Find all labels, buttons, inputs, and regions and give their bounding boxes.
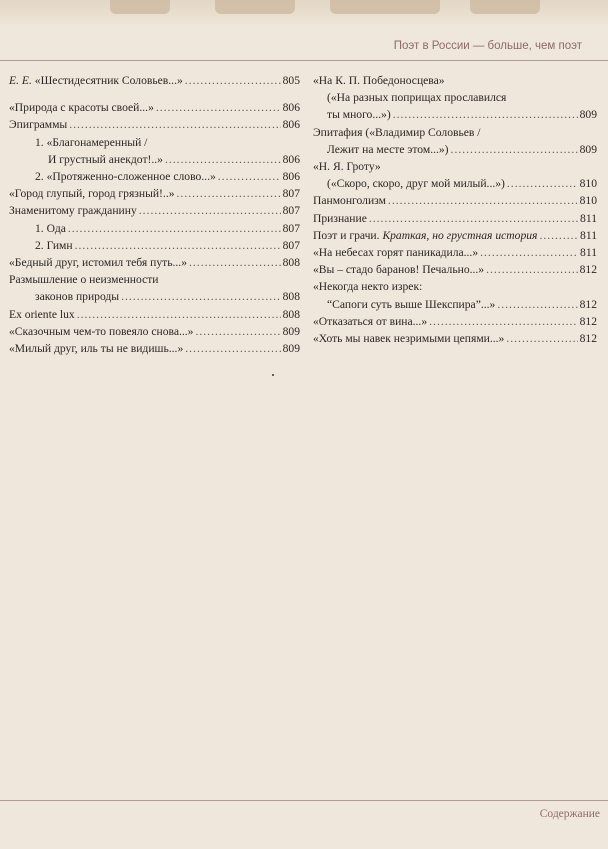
- entry-title: И грустный анекдот!..»: [48, 152, 163, 166]
- entry-author: Е. Е.: [9, 74, 32, 87]
- entry-title-line: «Н. Я. Гроту»: [313, 160, 381, 174]
- toc-entry: [313, 244, 597, 261]
- toc-entry: [9, 237, 300, 254]
- leader-dots: [507, 175, 578, 192]
- leader-dots: [393, 106, 578, 123]
- leader-dots: [156, 99, 281, 116]
- leader-dots: [429, 313, 577, 330]
- toc-entry: [9, 340, 300, 357]
- page-top-edge: [0, 0, 608, 26]
- leader-dots: [165, 151, 281, 168]
- entry-page: 809: [282, 342, 300, 356]
- entry-page: 808: [282, 256, 300, 270]
- leader-dots: [497, 296, 577, 313]
- entry-page: 808: [282, 290, 300, 304]
- entry-title: Панмонголизм: [313, 194, 386, 208]
- leader-dots: [75, 237, 281, 254]
- entry-title: ты много...»): [327, 108, 391, 122]
- entry-page: 812: [579, 263, 597, 277]
- toc-entry: [9, 185, 300, 202]
- leader-dots: [506, 330, 577, 347]
- toc-entry: [313, 192, 597, 209]
- entry-title-line: 1. «Благонамеренный /: [35, 135, 148, 149]
- footer-section-label: Содержание: [539, 808, 600, 820]
- toc-entry: [9, 202, 300, 219]
- toc-entry: [313, 330, 597, 347]
- entry-page: 806: [282, 118, 300, 132]
- leader-dots: [218, 168, 281, 185]
- toc-entry: [9, 168, 300, 185]
- entry-subtitle: Краткая, но грустная история: [382, 228, 538, 242]
- entry-title-line: «На К. П. Победоносцева»: [313, 74, 445, 87]
- entry-title-line: Эпитафия («Владимир Соловьев /: [313, 125, 481, 139]
- entry-title: «Милый друг, иль ты не видишь...»: [9, 342, 184, 356]
- leader-dots: [139, 202, 281, 219]
- entry-title: «Бедный друг, истомил тебя путь...»: [9, 256, 187, 270]
- entry-title-line: «Некогда некто изрек:: [313, 280, 423, 294]
- toc-entry: [313, 296, 597, 313]
- leader-dots: [195, 323, 280, 340]
- entry-title: 1. Ода: [35, 221, 66, 235]
- entry-title: Эпиграммы: [9, 118, 68, 132]
- entry-title: Поэт и грачи.: [313, 228, 380, 242]
- toc-entry: [9, 116, 300, 133]
- leader-dots: [451, 141, 578, 158]
- entry-page: 811: [580, 246, 597, 260]
- entry-page: 805: [282, 74, 300, 87]
- entry-title: 2. «Протяженно-сложенное слово...»: [35, 170, 216, 184]
- entry-page: 809: [579, 108, 597, 122]
- toc-entry: [313, 313, 597, 330]
- toc-entry: [313, 106, 597, 123]
- paper-stain: [330, 0, 440, 14]
- toc-entry: [313, 261, 597, 278]
- entry-page: 811: [580, 228, 597, 242]
- toc-entry: [313, 227, 597, 244]
- entry-title: «Хоть мы навек незримыми цепями...»: [313, 332, 505, 346]
- leader-dots: [177, 185, 281, 202]
- toc-entry: [9, 254, 300, 271]
- entry-page: 809: [579, 142, 597, 156]
- leader-dots: [68, 220, 281, 237]
- entry-title: Ex oriente lux: [9, 307, 75, 321]
- entry-title-line: («На разных поприщах прославился: [327, 91, 507, 105]
- leader-dots: [388, 192, 578, 209]
- leader-dots: [189, 254, 281, 271]
- leader-dots: [486, 261, 578, 278]
- entry-title: «Природа с красоты своей...»: [9, 101, 154, 115]
- paper-stain: [470, 0, 540, 14]
- entry-page: 806: [282, 101, 300, 115]
- entry-page: 808: [282, 307, 300, 321]
- leader-dots: [480, 244, 578, 261]
- ink-speck: [272, 374, 274, 376]
- leader-dots: [185, 340, 280, 357]
- entry-page: 807: [282, 187, 300, 201]
- entry-title: «Отказаться от вина...»: [313, 314, 428, 328]
- entry-page: 807: [282, 238, 300, 252]
- toc-entry: [9, 288, 300, 305]
- entry-page: 807: [282, 204, 300, 218]
- leader-dots: [369, 210, 578, 227]
- leader-dots: [77, 306, 281, 323]
- entry-page: 807: [282, 221, 300, 235]
- entry-page: 809: [282, 324, 300, 338]
- entry-page: 810: [579, 177, 597, 191]
- entry-title: «Вы – стадо баранов! Печально...»: [313, 263, 485, 277]
- toc-entry: [313, 141, 597, 158]
- entry-title: “Сапоги суть выше Шекспира”...»: [327, 297, 496, 311]
- leader-dots: [539, 227, 578, 244]
- entry-page: 812: [579, 332, 597, 346]
- entry-title: «На небесах горят паникадила...»: [313, 246, 479, 260]
- leader-dots: [185, 72, 281, 89]
- toc-entry: [9, 151, 300, 168]
- entry-title-line: Размышление о неизменности: [9, 273, 159, 287]
- toc-column-right: [313, 72, 597, 347]
- toc-entry: [9, 323, 300, 340]
- entry-page: 811: [580, 211, 597, 225]
- entry-title: Лежит на месте этом...»): [327, 142, 449, 156]
- entry-page: 806: [282, 170, 300, 184]
- leader-dots: [69, 116, 280, 133]
- toc-entry: [9, 306, 300, 323]
- entry-title: («Скоро, скоро, друг мой милый...»): [327, 177, 505, 191]
- footer-rule: [0, 800, 608, 801]
- entry-title: «Шестидесятник Соловьев...»: [34, 74, 183, 87]
- entry-title: законов природы: [35, 290, 120, 304]
- toc-entry: [9, 72, 300, 89]
- entry-title: «Сказочным чем-то повеяло снова...»: [9, 324, 194, 338]
- running-head: Поэт в России — больше, чем поэт: [393, 40, 582, 52]
- toc-entry: [9, 220, 300, 237]
- toc-column-left: [9, 72, 300, 357]
- leader-dots: [121, 288, 281, 305]
- entry-title: Признание: [313, 211, 367, 225]
- toc-entry: [9, 99, 300, 116]
- entry-page: 812: [579, 297, 597, 311]
- entry-page: 810: [579, 194, 597, 208]
- header-rule: [0, 60, 608, 61]
- paper-stain: [110, 0, 170, 14]
- entry-page: 812: [579, 314, 597, 328]
- toc-entry: [313, 175, 597, 192]
- entry-title: 2. Гимн: [35, 238, 73, 252]
- entry-title: «Город глупый, город грязный!..»: [9, 187, 175, 201]
- paper-stain: [215, 0, 295, 14]
- entry-title: Знаменитому гражданину: [9, 204, 137, 218]
- toc-entry: [313, 210, 597, 227]
- entry-page: 806: [282, 152, 300, 166]
